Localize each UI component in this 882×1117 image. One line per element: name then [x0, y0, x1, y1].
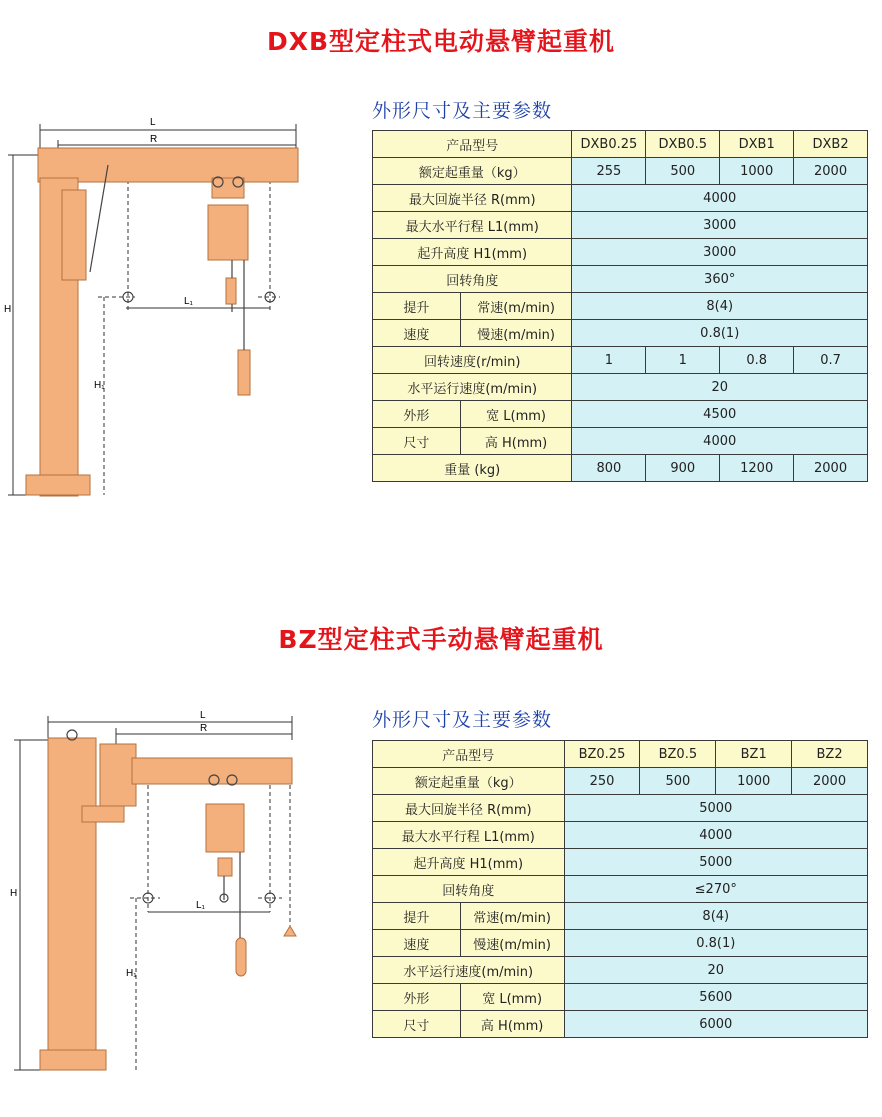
dxb-spec-table	[372, 130, 868, 482]
horizontal-speed-value: 20	[564, 957, 867, 984]
model-cell: BZ2	[792, 741, 868, 768]
height-label: 高 H(mm)	[460, 428, 572, 455]
radius-label: 最大回旋半径 R(mm)	[373, 185, 572, 212]
dimension-label-1: 外形	[373, 984, 461, 1011]
section-subtitle-bz: 外形尺寸及主要参数	[372, 709, 553, 731]
bz-label-l1: L₁	[196, 900, 205, 911]
normal-speed-value: 8(4)	[564, 903, 867, 930]
table-row	[373, 347, 868, 374]
travel-label: 最大水平行程 L1(mm)	[373, 212, 572, 239]
model-cell: DXB1	[720, 131, 794, 158]
model-cell: BZ1	[716, 741, 792, 768]
capacity-label: 额定起重量（kg）	[373, 768, 565, 795]
slow-speed-label: 慢速(m/min)	[460, 930, 564, 957]
rotation-cell: 0.7	[794, 347, 868, 374]
table-row	[373, 293, 868, 320]
horizontal-speed-label: 水平运行速度(m/min)	[373, 957, 565, 984]
radius-value: 4000	[572, 185, 868, 212]
bz-label-h: H	[10, 888, 18, 899]
capacity-cell: 250	[564, 768, 640, 795]
rotation-cell: 0.8	[720, 347, 794, 374]
horizontal-speed-label: 水平运行速度(m/min)	[373, 374, 572, 401]
section-subtitle-dxb: 外形尺寸及主要参数	[372, 100, 553, 122]
dxb-crane-structure	[26, 148, 298, 496]
normal-speed-label: 常速(m/min)	[460, 903, 564, 930]
normal-speed-value: 8(4)	[572, 293, 868, 320]
radius-label: 最大回旋半径 R(mm)	[373, 795, 565, 822]
travel-label: 最大水平行程 L1(mm)	[373, 822, 565, 849]
table-row	[373, 455, 868, 482]
table-row	[373, 768, 868, 795]
speed-label-2: 速度	[373, 930, 461, 957]
width-label: 宽 L(mm)	[460, 401, 572, 428]
dxb-label-l1: L₁	[184, 296, 193, 307]
slow-speed-value: 0.8(1)	[572, 320, 868, 347]
table-row	[373, 984, 868, 1011]
dimension-label-2: 尺寸	[373, 1011, 461, 1038]
capacity-cell: 2000	[792, 768, 868, 795]
capacity-cell: 255	[572, 158, 646, 185]
weight-cell: 800	[572, 455, 646, 482]
bz-label-l: L	[200, 710, 206, 721]
table-row	[373, 903, 868, 930]
dxb-label-h: H	[4, 304, 12, 315]
travel-value: 4000	[564, 822, 867, 849]
weight-cell: 1200	[720, 455, 794, 482]
bz-crane-structure	[40, 738, 296, 1070]
normal-speed-label: 常速(m/min)	[460, 293, 572, 320]
travel-value: 3000	[572, 212, 868, 239]
dxb-label-r: R	[150, 134, 158, 145]
lift-label: 起升高度 H1(mm)	[373, 849, 565, 876]
model-cell: DXB0.25	[572, 131, 646, 158]
dimension-label-2: 尺寸	[373, 428, 461, 455]
speed-label-1: 提升	[373, 293, 461, 320]
bz-spec-table	[372, 740, 868, 1038]
bz-label-h1: H₁	[126, 968, 137, 979]
lift-label: 起升高度 H1(mm)	[373, 239, 572, 266]
table-row	[373, 374, 868, 401]
table-row	[373, 320, 868, 347]
speed-label-2: 速度	[373, 320, 461, 347]
rotation-cell: 1	[646, 347, 720, 374]
table-row	[373, 239, 868, 266]
table-row	[373, 957, 868, 984]
dimension-label-1: 外形	[373, 401, 461, 428]
radius-value: 5000	[564, 795, 867, 822]
weight-cell: 2000	[794, 455, 868, 482]
weight-label: 重量 (kg)	[373, 455, 572, 482]
table-row	[373, 876, 868, 903]
angle-value: ≤270°	[564, 876, 867, 903]
model-cell: BZ0.25	[564, 741, 640, 768]
slow-speed-label: 慢速(m/min)	[460, 320, 572, 347]
horizontal-speed-value: 20	[572, 374, 868, 401]
angle-label: 回转角度	[373, 876, 565, 903]
model-label: 产品型号	[373, 741, 565, 768]
capacity-cell: 500	[646, 158, 720, 185]
angle-value: 360°	[572, 266, 868, 293]
height-label: 高 H(mm)	[460, 1011, 564, 1038]
model-label: 产品型号	[373, 131, 572, 158]
lift-value: 5000	[564, 849, 867, 876]
bz-label-r: R	[200, 723, 208, 734]
width-label: 宽 L(mm)	[460, 984, 564, 1011]
dxb-label-l: L	[150, 117, 156, 128]
rotation-label: 回转速度(r/min)	[373, 347, 572, 374]
table-row	[373, 131, 868, 158]
bz-crane-drawing	[0, 700, 320, 1080]
table-row	[373, 930, 868, 957]
table-row	[373, 849, 868, 876]
dxb-crane-drawing	[0, 100, 320, 520]
capacity-cell: 500	[640, 768, 716, 795]
model-cell: DXB0.5	[646, 131, 720, 158]
angle-label: 回转角度	[373, 266, 572, 293]
table-row	[373, 266, 868, 293]
section-title-bz: BZ型定柱式手动悬臂起重机	[278, 625, 604, 654]
table-row	[373, 795, 868, 822]
width-value: 5600	[564, 984, 867, 1011]
model-cell: DXB2	[794, 131, 868, 158]
table-row	[373, 185, 868, 212]
height-value: 6000	[564, 1011, 867, 1038]
table-row	[373, 428, 868, 455]
weight-cell: 900	[646, 455, 720, 482]
section-title-dxb: DXB型定柱式电动悬臂起重机	[266, 27, 616, 56]
capacity-cell: 1000	[720, 158, 794, 185]
dxb-label-h1: H₁	[94, 380, 105, 391]
speed-label-1: 提升	[373, 903, 461, 930]
slow-speed-value: 0.8(1)	[564, 930, 867, 957]
table-row	[373, 212, 868, 239]
table-row	[373, 401, 868, 428]
table-row	[373, 1011, 868, 1038]
capacity-cell: 2000	[794, 158, 868, 185]
rotation-cell: 1	[572, 347, 646, 374]
capacity-cell: 1000	[716, 768, 792, 795]
height-value: 4000	[572, 428, 868, 455]
lift-value: 3000	[572, 239, 868, 266]
capacity-label: 额定起重量（kg）	[373, 158, 572, 185]
table-row	[373, 822, 868, 849]
table-row	[373, 741, 868, 768]
table-row	[373, 158, 868, 185]
width-value: 4500	[572, 401, 868, 428]
model-cell: BZ0.5	[640, 741, 716, 768]
